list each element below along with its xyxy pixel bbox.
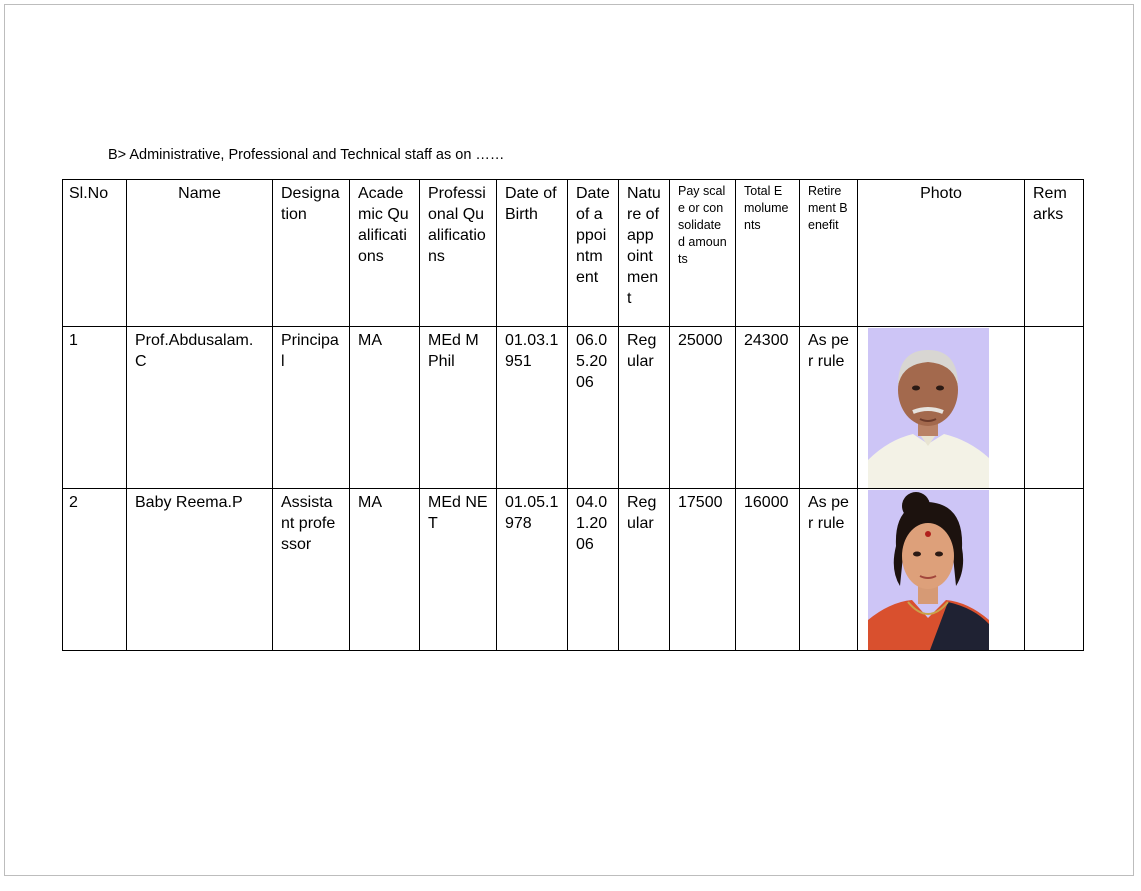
cell-photo: [858, 489, 1025, 651]
cell-name: Prof.Abdusalam.C: [127, 327, 273, 489]
header-name: Name: [127, 180, 273, 327]
cell-slno: 1: [63, 327, 127, 489]
header-nature-of-appointment: Nature of appointment: [619, 180, 670, 327]
header-pay-scale: Pay scale or consolidated amounts: [670, 180, 736, 327]
cell-photo: [858, 327, 1025, 489]
header-retirement-benefit: Retirement Benefit: [800, 180, 858, 327]
table-header-row: [63, 180, 1084, 327]
header-slno: Sl.No: [63, 180, 127, 327]
cell-professional: MEd NET: [420, 489, 497, 651]
cell-emoluments: 24300: [736, 327, 800, 489]
cell-retirement: As per rule: [800, 489, 858, 651]
cell-professional: MEd MPhil: [420, 327, 497, 489]
cell-dob: 01.05.1978: [497, 489, 568, 651]
cell-name: Baby Reema.P: [127, 489, 273, 651]
header-photo: Photo: [858, 180, 1025, 327]
staff-table: [62, 179, 1084, 651]
cell-slno: 2: [63, 489, 127, 651]
table-row: [63, 327, 1084, 489]
staff-photo: [868, 490, 989, 650]
header-remarks: Remarks: [1025, 180, 1084, 327]
section-heading: B> Administrative, Professional and Technical staff as on ……: [108, 147, 505, 163]
portrait-woman-icon: [868, 490, 989, 650]
cell-pay: 17500: [670, 489, 736, 651]
header-total-emoluments: Total Emoluments: [736, 180, 800, 327]
cell-academic: MA: [350, 327, 420, 489]
cell-pay: 25000: [670, 327, 736, 489]
table-row: [63, 489, 1084, 651]
cell-remarks: [1025, 327, 1084, 489]
cell-emoluments: 16000: [736, 489, 800, 651]
staff-photo: [868, 328, 989, 488]
cell-doa: 06.05.2006: [568, 327, 619, 489]
cell-doa: 04.01.2006: [568, 489, 619, 651]
cell-retirement: As per rule: [800, 327, 858, 489]
cell-nature: Regular: [619, 327, 670, 489]
header-date-of-birth: Date of Birth: [497, 180, 568, 327]
cell-dob: 01.03.1951: [497, 327, 568, 489]
cell-designation: Assistant professor: [273, 489, 350, 651]
portrait-man-icon: [868, 328, 989, 488]
header-academic-qualifications: Academic Qualifications: [350, 180, 420, 327]
cell-designation: Principal: [273, 327, 350, 489]
header-professional-qualifications: Professional Qualifications: [420, 180, 497, 327]
header-date-of-appointment: Date of appointment: [568, 180, 619, 327]
cell-academic: MA: [350, 489, 420, 651]
header-designation: Designation: [273, 180, 350, 327]
cell-nature: Regular: [619, 489, 670, 651]
cell-remarks: [1025, 489, 1084, 651]
